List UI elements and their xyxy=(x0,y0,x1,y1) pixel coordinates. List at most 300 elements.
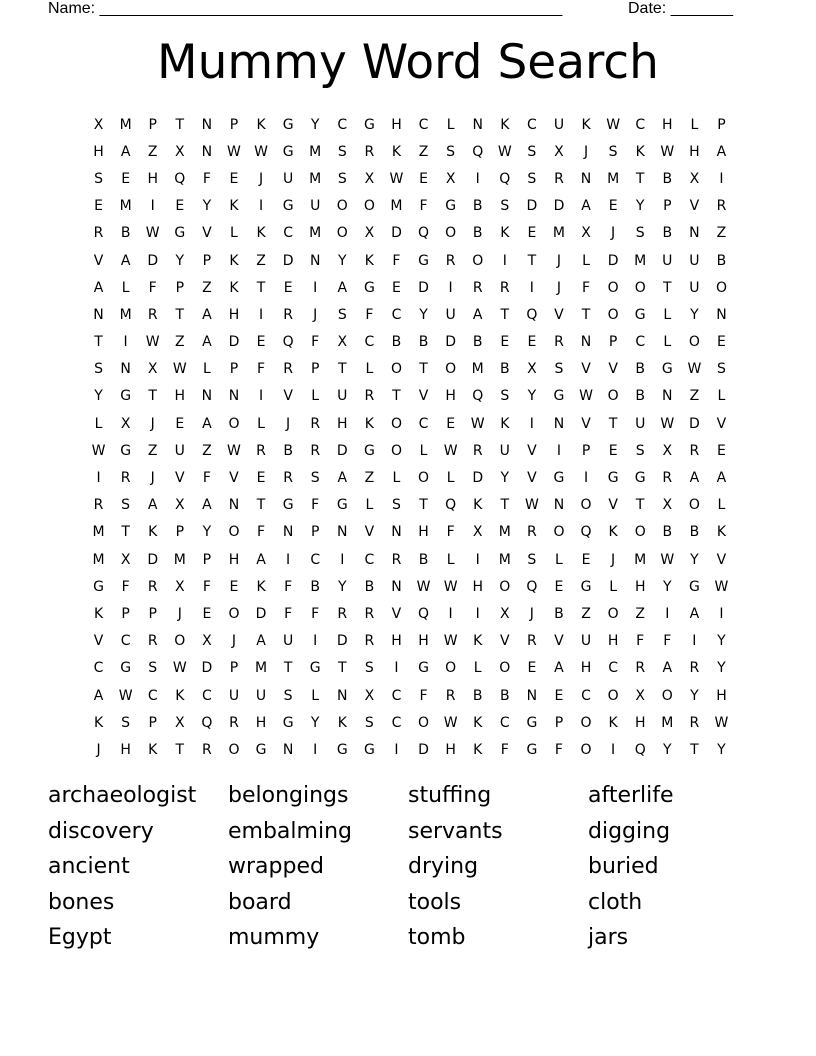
grid-letter: K xyxy=(337,714,347,731)
grid-letter: E xyxy=(554,578,564,595)
grid-letter: D xyxy=(526,198,538,215)
grid-letter: I xyxy=(448,279,453,296)
grid-letter: H xyxy=(418,524,429,541)
grid-letter: X xyxy=(635,687,645,704)
grid-letter: X xyxy=(174,714,185,731)
grid-letter: P xyxy=(202,551,212,568)
grid-letter: I xyxy=(692,633,697,650)
grid-letter: H xyxy=(391,633,402,650)
grid-letter: Y xyxy=(338,578,347,595)
grid-letter: H xyxy=(337,415,348,432)
grid-letter: J xyxy=(583,143,589,160)
grid-letter: Z xyxy=(174,334,185,351)
grid-letter: C xyxy=(391,306,402,323)
grid-letter: M xyxy=(173,551,186,568)
word-list-item: mummy xyxy=(228,925,320,950)
grid-letter: C xyxy=(364,334,375,351)
grid-letter: L xyxy=(392,470,401,487)
grid-letter: W xyxy=(118,687,133,704)
grid-letter: T xyxy=(94,334,103,351)
grid-letter: G xyxy=(120,660,132,677)
grid-letter: M xyxy=(661,714,674,731)
grid-letter: F xyxy=(202,170,211,187)
word-list-item: cloth xyxy=(588,889,643,915)
grid-letter: Z xyxy=(256,252,266,269)
grid-letter: A xyxy=(662,660,673,677)
grid-letter: H xyxy=(93,143,104,160)
grid-letter: F xyxy=(392,252,401,269)
grid-letter: O xyxy=(418,714,430,731)
grid-letter: R xyxy=(499,279,510,296)
grid-letter: X xyxy=(337,334,348,351)
grid-letter: A xyxy=(256,551,266,568)
grid-letter: S xyxy=(392,497,401,514)
grid-letter: D xyxy=(445,334,456,351)
grid-letter: A xyxy=(202,415,212,432)
name-field-label: Name: ____________________________________________________ xyxy=(48,0,563,17)
grid-letter: G xyxy=(363,116,375,133)
grid-letter: M xyxy=(634,551,647,568)
grid-letter: U xyxy=(282,633,294,650)
grid-letter: H xyxy=(391,116,402,133)
grid-letter: Q xyxy=(472,388,484,405)
grid-letter: N xyxy=(282,741,294,758)
grid-letter: F xyxy=(311,497,320,514)
grid-letter: H xyxy=(228,306,240,323)
grid-letter: W xyxy=(172,660,187,677)
grid-letter: H xyxy=(607,633,619,650)
grid-letter: K xyxy=(473,497,483,514)
grid-letter: W xyxy=(497,143,512,160)
grid-letter: F xyxy=(284,578,293,595)
grid-letter: B xyxy=(310,578,320,595)
grid-letter: T xyxy=(175,741,185,758)
grid-letter: M xyxy=(498,524,511,541)
grid-letter: W xyxy=(714,578,729,595)
grid-letter: R xyxy=(689,660,700,677)
grid-letter: P xyxy=(148,116,157,133)
grid-letter: I xyxy=(394,660,399,677)
grid-letter: J xyxy=(150,415,155,432)
grid-letter: S xyxy=(500,198,510,215)
grid-letter: U xyxy=(445,306,456,323)
grid-letter: O xyxy=(174,633,186,650)
grid-letter: T xyxy=(338,361,347,378)
grid-letter: F xyxy=(663,633,672,650)
grid-letter: S xyxy=(500,388,510,405)
grid-letter: R xyxy=(364,633,375,650)
date-field-label: Date: _______ xyxy=(628,0,733,17)
grid-letter: K xyxy=(364,252,374,269)
grid-letter: C xyxy=(608,660,618,677)
grid-letter: J xyxy=(258,170,264,187)
grid-letter: G xyxy=(93,578,104,595)
grid-letter: T xyxy=(635,170,645,187)
grid-letter: E xyxy=(608,198,618,215)
grid-letter: A xyxy=(554,660,564,677)
grid-letter: R xyxy=(554,334,564,351)
grid-letter: C xyxy=(581,687,591,704)
grid-letter: H xyxy=(634,714,646,731)
grid-letter: V xyxy=(581,361,591,378)
grid-letter: B xyxy=(662,225,673,242)
grid-letter: V xyxy=(608,497,618,514)
grid-letter: G xyxy=(634,306,646,323)
word-list-item: wrapped xyxy=(228,854,324,879)
grid-letter: Q xyxy=(418,605,430,622)
grid-letter: R xyxy=(283,306,293,323)
grid-letter: R xyxy=(689,714,700,731)
grid-letter: D xyxy=(472,470,484,487)
grid-letter: Q xyxy=(526,578,538,595)
grid-letter: V xyxy=(229,470,239,487)
grid-letter: L xyxy=(365,497,374,514)
grid-letter: W xyxy=(524,497,539,514)
grid-letter: M xyxy=(92,551,105,568)
grid-letter: M xyxy=(498,551,511,568)
grid-letter: O xyxy=(634,279,646,296)
grid-letter: Y xyxy=(310,116,320,133)
grid-letter: C xyxy=(635,116,646,133)
grid-letter: J xyxy=(177,605,182,622)
grid-letter: D xyxy=(201,660,213,677)
grid-letter: C xyxy=(635,334,646,351)
grid-letter: S xyxy=(337,170,347,187)
grid-letter: Y xyxy=(338,252,347,269)
word-list-item: discovery xyxy=(48,818,154,844)
grid-letter: X xyxy=(202,633,212,650)
grid-letter: X xyxy=(527,361,537,378)
word-list-item: ancient xyxy=(48,854,130,879)
grid-letter: G xyxy=(634,470,646,487)
grid-letter: U xyxy=(662,252,673,269)
grid-letter: E xyxy=(256,470,266,487)
grid-letter: X xyxy=(364,170,375,187)
grid-letter: C xyxy=(364,551,375,568)
grid-letter: F xyxy=(121,578,130,595)
grid-letter: N xyxy=(337,524,348,541)
grid-letter: N xyxy=(553,415,565,432)
grid-letter: N xyxy=(391,524,402,541)
grid-letter: G xyxy=(309,660,321,677)
grid-letter: W xyxy=(687,361,702,378)
grid-letter: S xyxy=(148,660,158,677)
grid-letter: D xyxy=(418,279,429,296)
grid-letter: H xyxy=(662,116,673,133)
grid-letter: E xyxy=(175,415,185,432)
word-list-item: board xyxy=(228,889,292,915)
grid-letter: O xyxy=(228,605,240,622)
grid-letter: S xyxy=(283,687,293,704)
grid-letter: H xyxy=(147,170,158,187)
grid-letter: Z xyxy=(147,143,158,160)
grid-letter: Y xyxy=(717,660,726,677)
grid-letter: W xyxy=(91,442,106,459)
grid-letter: R xyxy=(527,524,537,541)
grid-letter: Z xyxy=(635,605,645,622)
grid-letter: U xyxy=(255,687,267,704)
grid-letter: K xyxy=(608,714,618,731)
grid-letter: X xyxy=(472,524,483,541)
grid-letter: O xyxy=(607,306,619,323)
grid-letter: G xyxy=(282,116,294,133)
word-list-item: tools xyxy=(408,889,462,915)
grid-letter: F xyxy=(202,470,211,487)
grid-letter: M xyxy=(309,143,322,160)
grid-letter: W xyxy=(443,578,458,595)
grid-letter: P xyxy=(202,252,212,269)
grid-letter: I xyxy=(448,605,453,622)
grid-letter: L xyxy=(717,388,726,405)
grid-letter: B xyxy=(391,334,402,351)
grid-letter: K xyxy=(500,225,510,242)
grid-letter: O xyxy=(607,279,619,296)
grid-letter: G xyxy=(174,225,186,242)
grid-letter: U xyxy=(689,252,700,269)
grid-letter: F xyxy=(419,198,428,215)
grid-letter: X xyxy=(554,143,564,160)
grid-letter: P xyxy=(581,442,591,459)
grid-letter: G xyxy=(553,388,565,405)
grid-letter: N xyxy=(553,497,565,514)
grid-letter: G xyxy=(418,660,429,677)
grid-letter: Q xyxy=(445,497,457,514)
grid-letter: L xyxy=(419,442,428,459)
grid-letter: J xyxy=(529,605,534,622)
grid-letter: C xyxy=(526,116,537,133)
grid-letter: K xyxy=(473,714,483,731)
grid-letter: O xyxy=(634,524,646,541)
grid-letter: R xyxy=(472,442,483,459)
grid-letter: J xyxy=(611,551,616,568)
grid-letter: D xyxy=(336,633,348,650)
grid-letter: C xyxy=(201,687,212,704)
grid-letter: K xyxy=(93,714,104,731)
grid-letter: E xyxy=(229,170,239,187)
grid-letter: M xyxy=(254,660,268,677)
grid-letter: L xyxy=(121,279,130,296)
grid-letter: D xyxy=(282,252,294,269)
grid-letter: O xyxy=(499,578,511,595)
word-list-item: Egypt xyxy=(48,925,112,950)
grid-letter: K xyxy=(364,415,374,432)
grid-letter: W xyxy=(660,415,675,432)
grid-letter: A xyxy=(472,306,483,323)
grid-letter: D xyxy=(336,442,348,459)
grid-letter: O xyxy=(580,714,592,731)
grid-letter: T xyxy=(500,497,510,514)
grid-letter: I xyxy=(665,605,670,622)
grid-letter: H xyxy=(689,143,700,160)
grid-letter: H xyxy=(445,388,456,405)
grid-letter: G xyxy=(580,578,592,595)
grid-letter: O xyxy=(688,334,700,351)
grid-letter: C xyxy=(337,116,348,133)
grid-letter: J xyxy=(556,279,562,296)
grid-letter: I xyxy=(583,470,589,487)
word-list-item: stuffing xyxy=(408,783,492,808)
grid-letter: K xyxy=(175,687,185,704)
grid-letter: O xyxy=(607,605,619,622)
grid-letter: W xyxy=(660,143,675,160)
grid-letter: F xyxy=(257,361,266,378)
grid-letter: P xyxy=(717,116,726,133)
word-list xyxy=(48,778,768,956)
grid-letter: O xyxy=(336,225,348,242)
grid-letter: V xyxy=(608,361,618,378)
grid-letter: G xyxy=(418,252,429,269)
grid-letter: B xyxy=(499,361,510,378)
word-list-item: drying xyxy=(408,854,479,879)
grid-letter: P xyxy=(608,334,618,351)
grid-letter: F xyxy=(500,741,509,758)
grid-letter: D xyxy=(147,551,159,568)
grid-letter: O xyxy=(390,442,402,459)
grid-letter: N xyxy=(228,497,240,514)
grid-letter: P xyxy=(310,524,320,541)
grid-letter: A xyxy=(256,633,266,650)
grid-letter: T xyxy=(581,306,591,323)
page-title: Mummy Word Search xyxy=(157,35,659,90)
grid-letter: S xyxy=(121,497,131,514)
grid-letter: O xyxy=(228,524,240,541)
grid-letter: B xyxy=(635,388,645,405)
grid-letter: N xyxy=(391,578,402,595)
grid-letter: D xyxy=(255,605,267,622)
grid-letter: X xyxy=(662,442,673,459)
grid-letter: R xyxy=(364,388,375,405)
grid-letter: S xyxy=(364,714,374,731)
grid-letter: O xyxy=(580,741,592,758)
grid-letter: B xyxy=(689,524,700,541)
word-list-item: afterlife xyxy=(588,783,674,808)
grid-letter: H xyxy=(418,633,429,650)
grid-letter: T xyxy=(148,388,157,405)
grid-letter: T xyxy=(121,524,130,541)
grid-letter: I xyxy=(475,605,480,622)
word-list-item: embalming xyxy=(228,818,352,844)
grid-letter: G xyxy=(282,714,294,731)
grid-letter: K xyxy=(229,252,239,269)
grid-letter: K xyxy=(473,633,483,650)
grid-letter: F xyxy=(446,524,455,541)
grid-letter: L xyxy=(446,551,455,568)
grid-letter: B xyxy=(283,442,293,459)
grid-letter: Q xyxy=(580,524,592,541)
grid-letter: R xyxy=(337,605,348,622)
grid-letter: I xyxy=(258,388,264,405)
grid-letter: N xyxy=(689,225,700,242)
grid-letter: H xyxy=(120,741,131,758)
grid-letter: Y xyxy=(717,741,726,758)
grid-letter: V xyxy=(418,388,429,405)
grid-letter: I xyxy=(529,415,534,432)
grid-letter: O xyxy=(228,741,240,758)
grid-letter: U xyxy=(310,198,321,215)
grid-letter: K xyxy=(391,143,402,160)
grid-letter: I xyxy=(123,334,128,351)
grid-letter: R xyxy=(527,633,537,650)
grid-letter: Y xyxy=(419,306,428,323)
grid-letter: R xyxy=(147,578,158,595)
grid-letter: K xyxy=(256,578,266,595)
grid-letter: Z xyxy=(581,605,591,622)
grid-letter: T xyxy=(392,388,401,405)
grid-letter: T xyxy=(663,279,672,296)
grid-letter: I xyxy=(719,170,724,187)
grid-letter: Q xyxy=(472,143,484,160)
grid-letter: J xyxy=(150,470,155,487)
grid-letter: X xyxy=(93,116,104,133)
grid-letter: R xyxy=(93,225,104,242)
grid-letter: H xyxy=(580,660,592,677)
grid-letter: Y xyxy=(663,741,672,758)
grid-letter: C xyxy=(147,687,158,704)
grid-letter: V xyxy=(202,225,212,242)
grid-letter: O xyxy=(607,388,619,405)
grid-letter: H xyxy=(255,714,267,731)
grid-letter: Q xyxy=(634,741,646,758)
grid-letter: K xyxy=(716,524,727,541)
grid-letter: K xyxy=(229,279,239,296)
grid-letter: O xyxy=(472,252,484,269)
grid-letter: W xyxy=(416,578,431,595)
word-list-item: bones xyxy=(48,889,115,915)
grid-letter: I xyxy=(96,470,101,487)
grid-letter: L xyxy=(717,497,726,514)
grid-letter: H xyxy=(716,687,727,704)
grid-letter: H xyxy=(228,551,240,568)
grid-letter: J xyxy=(556,252,562,269)
grid-letter: O xyxy=(445,361,457,378)
grid-letter: Z xyxy=(689,388,700,405)
grid-letter: R xyxy=(120,470,131,487)
grid-letter: A xyxy=(202,334,212,351)
grid-letter: E xyxy=(581,551,591,568)
grid-letter: M xyxy=(634,252,647,269)
grid-letter: E xyxy=(446,415,456,432)
grid-letter: P xyxy=(175,524,185,541)
grid-letter: F xyxy=(311,605,320,622)
grid-letter: M xyxy=(552,225,565,242)
grid-letter: R xyxy=(445,687,456,704)
grid-letter: B xyxy=(472,334,483,351)
grid-letter: P xyxy=(121,605,130,622)
grid-letter: V xyxy=(364,524,375,541)
grid-letter: D xyxy=(418,741,429,758)
grid-letter: L xyxy=(311,687,320,704)
grid-letter: Y xyxy=(717,633,726,650)
grid-letter: L xyxy=(555,551,563,568)
grid-letter: X xyxy=(364,225,375,242)
grid-letter: V xyxy=(716,551,727,568)
grid-letter: D xyxy=(147,252,159,269)
grid-letter: E xyxy=(608,442,618,459)
word-list-item: servants xyxy=(408,818,503,844)
grid-letter: E xyxy=(202,605,212,622)
grid-letter: E xyxy=(500,334,510,351)
grid-letter: B xyxy=(635,361,645,378)
grid-letter: P xyxy=(229,361,239,378)
grid-letter: T xyxy=(608,415,618,432)
grid-letter: N xyxy=(580,170,592,187)
grid-letter: A xyxy=(337,470,348,487)
grid-letter: G xyxy=(282,143,294,160)
grid-letter: U xyxy=(635,415,646,432)
grid-letter: W xyxy=(145,334,160,351)
grid-letter: U xyxy=(580,633,592,650)
grid-letter: R xyxy=(662,470,673,487)
